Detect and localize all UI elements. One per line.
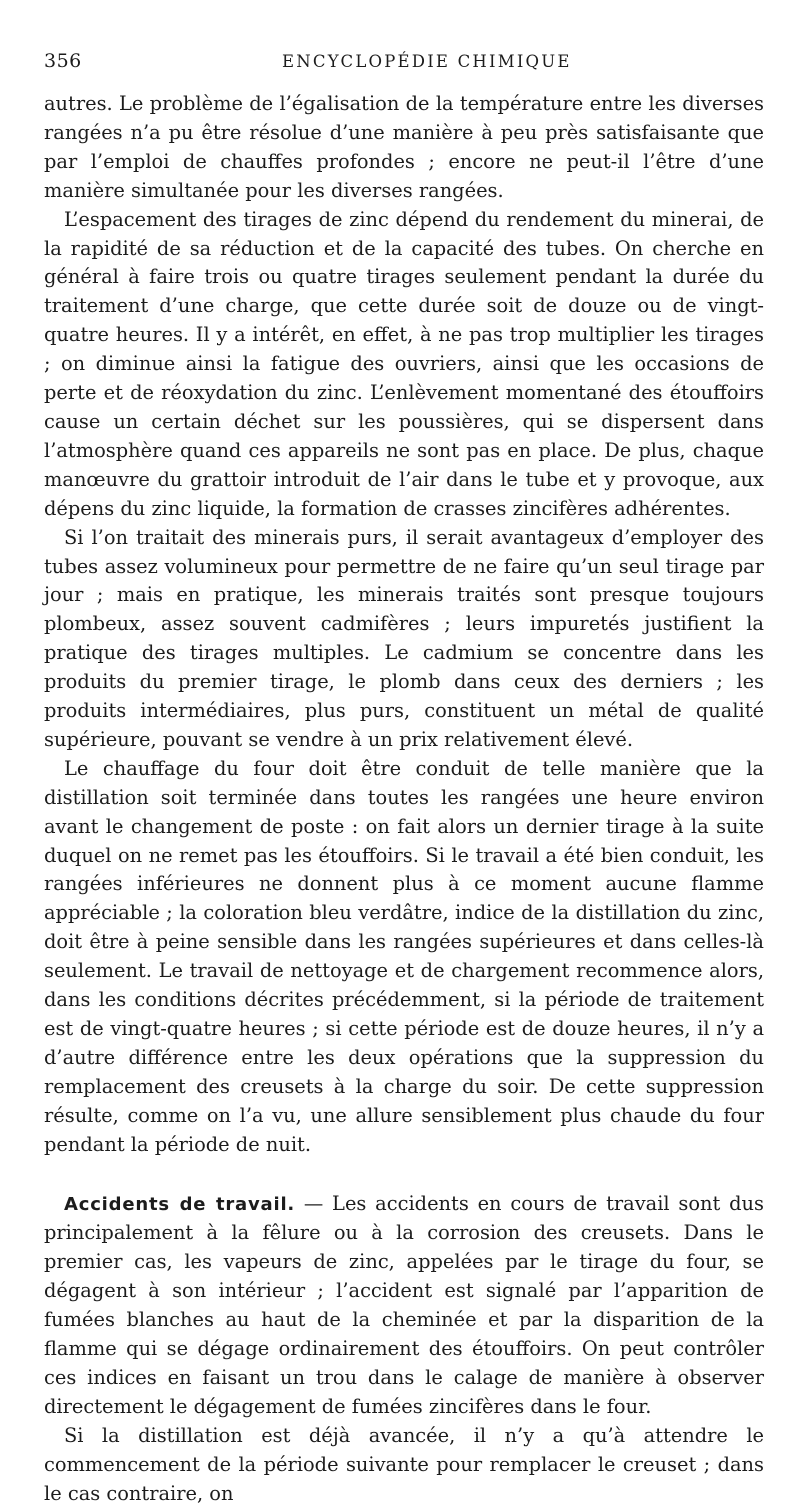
paragraph-4: Le chauffage du four doit être conduit de telle manière que la distillation soit terminée dans toutes les rangées une heure environ avant le changement de poste : on fait alors un dernier tirage à la suite duquel on ne remet pas les étouffoirs. Si le travail a été bien conduit, les rangées inférieures ne donnent plus à ce moment aucune flamme appréciable ; la coloration bleu verdâtre, indice de la distillation du zinc, doit être à peine sensible dans les rangées supérieures et dans celles-là seulement. Le travail de nettoyage et de chargement recommence alors, dans les conditions décrites précédemment, si la période de traitement est de vingt-quatre heures ; si cette période est de douze heures, il n’y a d’autre différence entre les deux opérations que la suppression du remplacement des creusets à la charge du soir. De cette suppression résulte, comme on l’a vu, une allure sensiblement plus chaude du four pendant la période de nuit. [44,756,764,1156]
paragraph-2: L’espacement des tirages de zinc dépend du rendement du minerai, de la rapidité de sa réduction et de la capacité des tubes. On cherche en général à faire trois ou quatre tirages seulement pendant la durée du traitement d’une charge, que cette durée soit de douze ou de vingt-quatre heures. Il y a intérêt, en effet, à ne pas trop multiplier les tirages ; on diminue ainsi la fatigue des ouvriers, ainsi que les occasions de perte et de réoxydation du zinc. L’enlèvement momentané des étouffoirs cause un certain déchet sur les poussières, qui se dispersent dans l’atmosphère quand ces appareils ne sont pas en place. De plus, chaque manœuvre du grattoir introduit de l’air dans le tube et y provoque, aux dépens du zinc liquide, la formation de crasses zincifères adhérentes. [44,207,764,520]
paragraph-3: Si l’on traitait des minerais purs, il serait avantageux d’employer des tubes assez volumineux pour permettre de ne faire qu’un seul tirage par jour ; mais en pratique, les minerais traités sont presque toujours plombeux, assez souvent cadmifères ; leurs impuretés justifient la pratique des tirages multiples. Le cadmium se concentre dans les produits du premier tirage, le plomb dans ceux des derniers ; les produits intermédiaires, plus purs, constituent un métal de qualité supérieure, pouvant se vendre à un prix relativement élevé. [44,525,764,751]
paragraph-1: autres. Le problème de l’égalisation de la température entre les diverses rangées n’a pu être résolue d’une manière à peu près satisfaisante que par l’emploi de chauffes profondes ; encore ne peut-il l’être d’une manière simultanée pour les diverses rangées. [44,92,764,202]
page-number: 356 [44,50,82,72]
section-paragraph-2: Si la distillation est déjà avancée, il n’y a qu’à attendre le commencement de la période suivante pour remplacer le creuset ; dans le cas contraire, on [44,1423,764,1505]
section-spacer [44,1160,764,1190]
running-head [44,50,764,84]
section-title: Accidents de travail. [64,1193,296,1215]
section-paragraph-1-text: — Les accidents en cours de travail sont dus principalement à la fêlure ou à la corrosion des creusets. Dans le premier cas, les vapeurs de zinc, appelées par le tirage du four, se dégagent à son intérieur ; l’accident est signalé par l’apparition de fumées blanches au haut de la cheminée et par la disparition de la flamme qui se dégage ordinairement des étouffoirs. On peut contrôler ces indices en faisant un trou dans le calage de manière à observer directement le dégagement de fumées zincifères dans le four. [44,1191,764,1418]
header-title: ENCYCLOPÉDIE CHIMIQUE [282,52,572,71]
section-paragraph-1 [44,1190,764,1422]
